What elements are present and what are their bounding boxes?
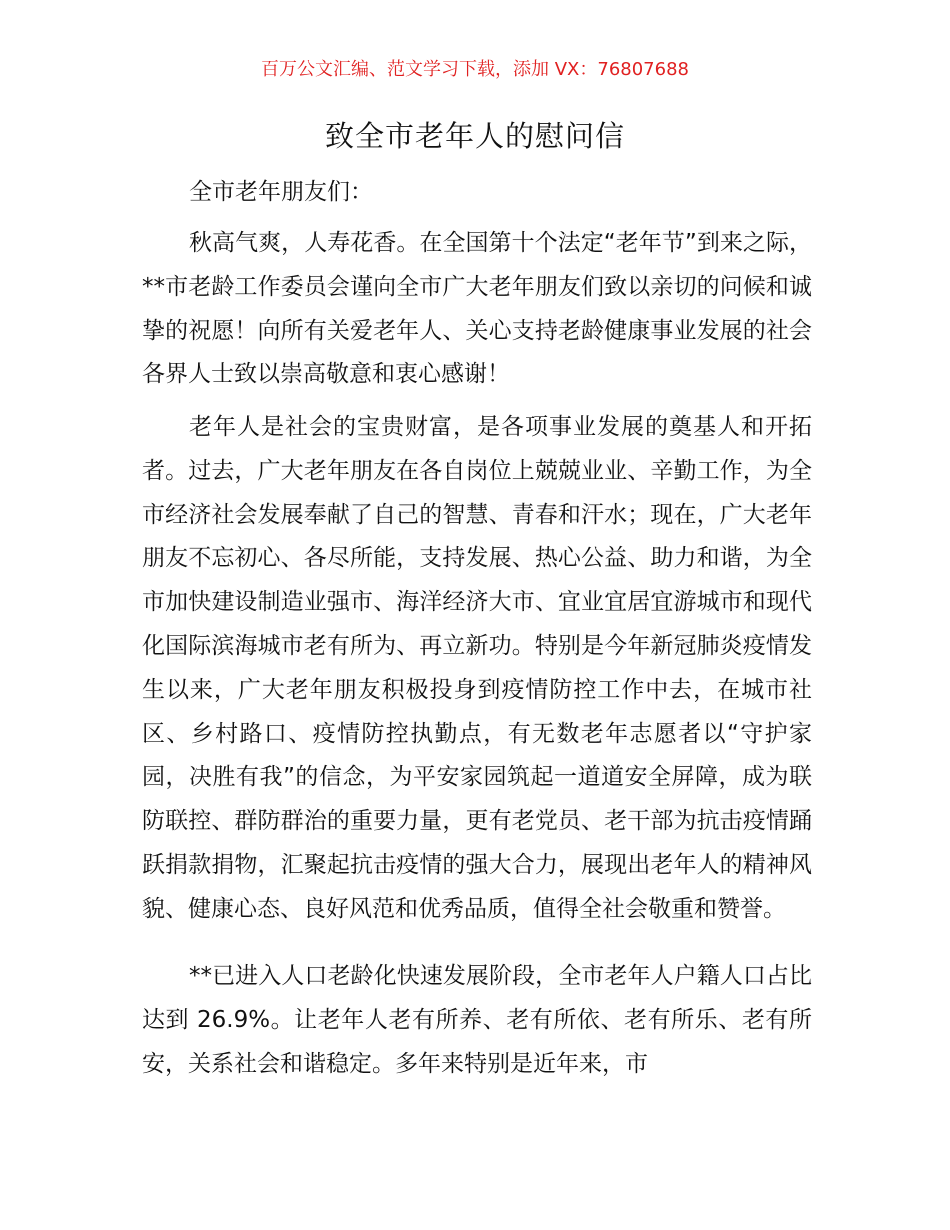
salutation: 全市老年朋友们： bbox=[189, 179, 373, 205]
paragraph-2: 老年人是社会的宝贵财富，是各项事业发展的奠基人和开拓者。过去，广大老年朋友在各自岗位上兢兢业业、辛勤工作，为全市经济社会发展奉献了自己的智慧、青春和汗水；现在，广大老年朋友不忘初心、各尽所能，支持发展、热心公益、助力和谐，为全市加快建设制造业强市、海洋经济大市、宜业宜居宜游城市和现代化国际滨海城市老有所为、再立新功。特别是今年新冠肺炎疫情发生以来，广大老年朋友积极投身到疫情防控工作中去，在城市社区、乡村路口、疫情防控执勤点，有无数老年志愿者以“守护家园，决胜有我”的信念，为平安家园筑起一道道安全屏障，成为联防联控、群防群治的重要力量，更有老党员、老干部为抗击疫情踊跃捐款捐物，汇聚起抗击疫情的强大合力，展现出老年人的精神风貌、健康心态、良好风范和优秀品质，值得全社会敬重和赞誉。 bbox=[142, 414, 812, 922]
paragraph-1: 秋高气爽，人寿花香。在全国第十个法定“老年节”到来之际，**市老龄工作委员会谨向全市广大老年朋友们致以亲切的问候和诚挚的祝愿！向所有关爱老年人、关心支持老龄健康事业发展的社会各界人士致以崇高敬意和衷心感谢！ bbox=[142, 230, 812, 388]
paragraph-3: **已进入人口老龄化快速发展阶段，全市老年人户籍人口占比达到 26.9%。让老年人老有所养、老有所依、老有所乐、老有所安，关系社会和谐稳定。多年来特别是近年来，市 bbox=[142, 963, 812, 1077]
header-banner: 百万公文汇编、范文学习下载，添加 VX：76807688 bbox=[261, 59, 689, 80]
document-title: 致全市老年人的慰问信 bbox=[324, 119, 625, 153]
